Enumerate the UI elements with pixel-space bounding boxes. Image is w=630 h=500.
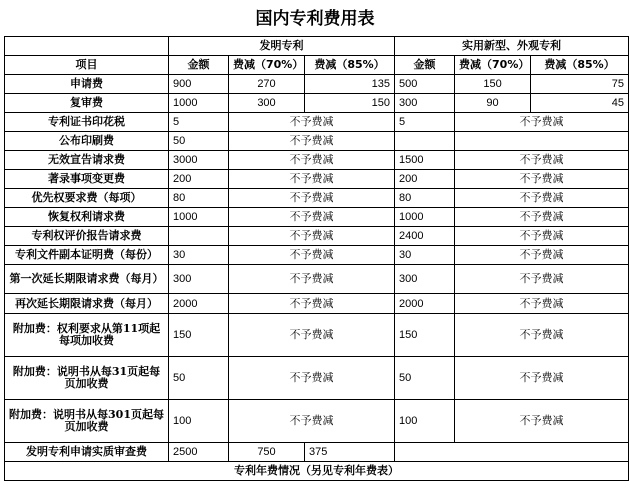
cell-value: 75 xyxy=(531,75,629,94)
cell-value: 750 xyxy=(229,443,305,462)
no-reduction-note: 不予费减 xyxy=(455,189,629,208)
row-label: 专利证书印花税 xyxy=(5,113,169,132)
cell-value: 5 xyxy=(169,113,229,132)
cell-value: 200 xyxy=(395,170,455,189)
row-label: 专利权评价报告请求费 xyxy=(5,227,169,246)
cell-value: 2400 xyxy=(395,227,455,246)
table-row xyxy=(5,357,629,400)
cell-value: 300 xyxy=(395,265,455,294)
no-reduction-note: 不予费减 xyxy=(455,227,629,246)
table-row xyxy=(5,151,629,170)
patent-fee-table xyxy=(4,36,629,481)
row-label: 复审费 xyxy=(5,94,169,113)
row-label: 申请费 xyxy=(5,75,169,94)
column-header-row xyxy=(5,56,629,75)
group-header-row xyxy=(5,37,629,56)
annual-fee-note: 专利年费情况（另见专利年费表） xyxy=(5,462,629,481)
cell-value xyxy=(169,227,229,246)
cell-value: 2000 xyxy=(395,294,455,314)
no-reduction-note: 不予费减 xyxy=(455,208,629,227)
row-label: 优先权要求费（每项） xyxy=(5,189,169,208)
table-row xyxy=(5,170,629,189)
table-row xyxy=(5,208,629,227)
cell-value: 2500 xyxy=(169,443,229,462)
cell-value: 300 xyxy=(395,94,455,113)
no-reduction-note: 不予费减 xyxy=(229,265,395,294)
table-row xyxy=(5,94,629,113)
no-reduction-note: 不予费减 xyxy=(229,113,395,132)
row-label: 公布印刷费 xyxy=(5,132,169,151)
table-row xyxy=(5,132,629,151)
no-reduction-note: 不予费减 xyxy=(229,314,395,357)
cell-value: 150 xyxy=(169,314,229,357)
row-label: 无效宣告请求费 xyxy=(5,151,169,170)
table-row xyxy=(5,227,629,246)
cell-value: 300 xyxy=(229,94,305,113)
cell-value: 100 xyxy=(169,400,229,443)
row-label: 第一次延长期限请求费（每月） xyxy=(5,265,169,294)
cell-value: 300 xyxy=(169,265,229,294)
cell-value: 150 xyxy=(455,75,531,94)
no-reduction-note: 不予费减 xyxy=(455,151,629,170)
no-reduction-note: 不予费减 xyxy=(455,314,629,357)
row-label: 著录事项变更费 xyxy=(5,170,169,189)
cell-value: 1500 xyxy=(395,151,455,170)
cell-value: 80 xyxy=(169,189,229,208)
group-utility: 实用新型、外观专利 xyxy=(395,37,629,56)
no-reduction-note: 不予费减 xyxy=(229,189,395,208)
row-label: 专利文件副本证明费（每份） xyxy=(5,246,169,265)
cell-value: 50 xyxy=(395,357,455,400)
cell-value: 30 xyxy=(169,246,229,265)
no-reduction-note: 不予费减 xyxy=(455,170,629,189)
cell-value: 50 xyxy=(169,357,229,400)
header-uti-reduce70: 费减（70%） xyxy=(455,56,531,75)
no-reduction-note: 不予费减 xyxy=(229,227,395,246)
cell-value: 135 xyxy=(305,75,395,94)
blank-corner xyxy=(5,37,169,56)
group-invention: 发明专利 xyxy=(169,37,395,56)
no-reduction-note: 不予费减 xyxy=(229,294,395,314)
cell-value: 50 xyxy=(169,132,229,151)
table-row xyxy=(5,400,629,443)
cell-value: 80 xyxy=(395,189,455,208)
no-reduction-note: 不予费减 xyxy=(455,113,629,132)
cell-value: 1000 xyxy=(169,94,229,113)
row-label: 恢复权利请求费 xyxy=(5,208,169,227)
row-label: 发明专利申请实质审查费 xyxy=(5,443,169,462)
no-reduction-note: 不予费减 xyxy=(229,246,395,265)
cell-value: 150 xyxy=(305,94,395,113)
empty-cell xyxy=(455,132,629,151)
page-title: 国内专利费用表 xyxy=(255,9,375,29)
no-reduction-note: 不予费减 xyxy=(229,170,395,189)
table-row xyxy=(5,75,629,94)
table-row xyxy=(5,265,629,294)
no-reduction-note: 不予费减 xyxy=(455,400,629,443)
cell-value: 200 xyxy=(169,170,229,189)
cell-value: 1000 xyxy=(395,208,455,227)
no-reduction-note: 不予费减 xyxy=(455,294,629,314)
header-uti-reduce85: 费减（85%） xyxy=(531,56,629,75)
no-reduction-note: 不予费减 xyxy=(229,151,395,170)
row-label: 附加费：权利要求从第11项起每项加收费 xyxy=(5,314,169,357)
cell-value: 2000 xyxy=(169,294,229,314)
no-reduction-note: 不予费减 xyxy=(229,357,395,400)
cell-value: 45 xyxy=(531,94,629,113)
header-inv-reduce70: 费减（70%） xyxy=(229,56,305,75)
cell-value xyxy=(395,132,455,151)
no-reduction-note: 不予费减 xyxy=(455,357,629,400)
cell-value: 3000 xyxy=(169,151,229,170)
cell-value: 30 xyxy=(395,246,455,265)
cell-value: 5 xyxy=(395,113,455,132)
cell-value: 270 xyxy=(229,75,305,94)
row-label: 附加费：说明书从每301页起每页加收费 xyxy=(5,400,169,443)
no-reduction-note: 不予费减 xyxy=(455,265,629,294)
table-row xyxy=(5,113,629,132)
header-item: 项目 xyxy=(5,56,169,75)
table-row xyxy=(5,246,629,265)
cell-value: 1000 xyxy=(169,208,229,227)
cell-value: 100 xyxy=(395,400,455,443)
cell-value: 150 xyxy=(395,314,455,357)
footer-row xyxy=(5,462,629,481)
table-row xyxy=(5,294,629,314)
row-label: 附加费：说明书从每31页起每页加收费 xyxy=(5,357,169,400)
cell-value: 375 xyxy=(305,443,395,462)
cell-value: 900 xyxy=(169,75,229,94)
header-inv-amount: 金额 xyxy=(169,56,229,75)
row-label: 再次延长期限请求费（每月） xyxy=(5,294,169,314)
cell-value: 500 xyxy=(395,75,455,94)
no-reduction-note: 不予费减 xyxy=(229,400,395,443)
table-row xyxy=(5,314,629,357)
no-reduction-note: 不予费减 xyxy=(229,132,395,151)
empty-cell xyxy=(395,443,629,462)
cell-value: 90 xyxy=(455,94,531,113)
header-inv-reduce85: 费减（85%） xyxy=(305,56,395,75)
table-row xyxy=(5,189,629,208)
header-uti-amount: 金额 xyxy=(395,56,455,75)
exam-fee-row xyxy=(5,443,629,462)
no-reduction-note: 不予费减 xyxy=(229,208,395,227)
no-reduction-note: 不予费减 xyxy=(455,246,629,265)
